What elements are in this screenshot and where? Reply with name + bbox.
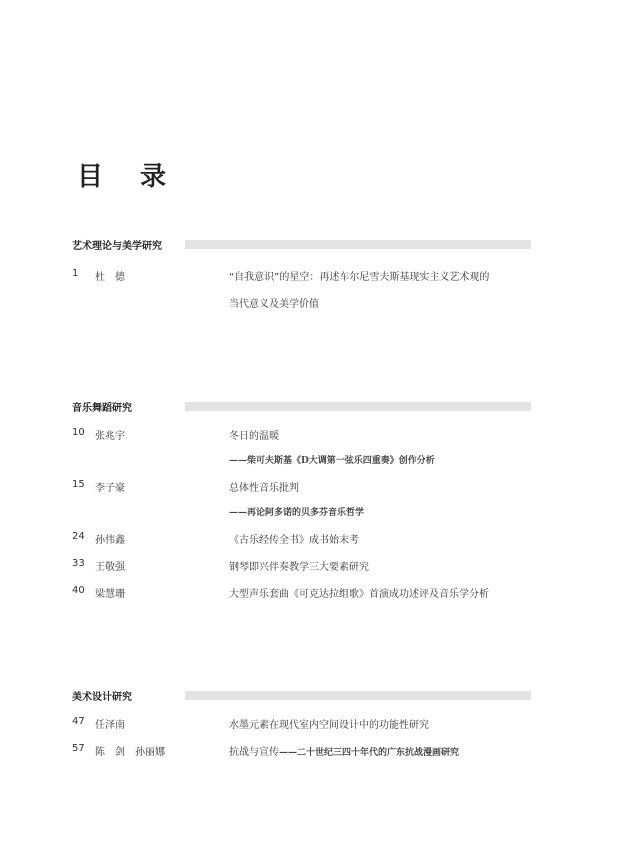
section-title: 美术设计研究	[72, 692, 132, 703]
toc-entry[interactable]	[72, 558, 531, 572]
section-divider-bar	[185, 240, 531, 249]
toc-entry[interactable]	[72, 716, 531, 730]
page-number: 40	[72, 585, 85, 596]
toc-entry[interactable]	[72, 531, 531, 545]
page-number: 15	[72, 479, 85, 490]
toc-entry[interactable]	[72, 585, 531, 599]
page-number: 1	[72, 268, 79, 279]
toc-entry[interactable]	[72, 268, 531, 318]
article-title-line: 钢琴即兴伴奏教学三大要素研究	[229, 562, 369, 573]
article-title-main: 抗战与宣传	[229, 747, 279, 758]
page-number: 24	[72, 531, 85, 542]
author-name: 张兆宇	[95, 431, 125, 442]
article-subtitle: ——柴可夫斯基《D大调第一弦乐四重奏》创作分析	[229, 456, 435, 466]
article-subtitle: ——二十世纪三四十年代的广东抗战漫画研究	[279, 748, 460, 758]
section-header	[72, 400, 531, 414]
author-name: 任泽南	[95, 720, 125, 731]
article-title-line: 《古乐经传全书》成书始末考	[229, 535, 359, 546]
section-title: 音乐舞蹈研究	[72, 403, 132, 414]
article-title-line: 大型声乐套曲《可克达拉组歌》首演成功述评及音乐学分析	[229, 589, 489, 600]
author-name: 陈 剑 孙丽娜	[95, 747, 165, 758]
article-title-line: “自我意识”的星空：再述车尔尼雪夫斯基现实主义艺术观的	[229, 272, 490, 283]
page-number: 57	[72, 743, 85, 754]
author-name: 梁慧珊	[95, 589, 125, 600]
author-name: 杜 德	[95, 272, 125, 283]
toc-entry[interactable]	[72, 427, 531, 467]
article-title-line: 当代意义及美学价值	[229, 299, 319, 310]
author-name: 王敬强	[95, 562, 125, 573]
article-title-line	[229, 743, 459, 758]
article-title-line: 总体性音乐批判	[229, 483, 299, 494]
toc-section-fine-art-design	[72, 689, 531, 759]
toc-entry[interactable]	[72, 743, 531, 757]
section-title: 艺术理论与美学研究	[72, 241, 162, 252]
page-number: 33	[72, 558, 85, 569]
section-header	[72, 689, 531, 703]
author-name: 孙伟鑫	[95, 535, 125, 546]
section-divider-bar	[185, 691, 531, 700]
author-name: 李子豪	[95, 483, 125, 494]
page-title: 目 录	[77, 162, 181, 192]
section-divider-bar	[185, 402, 531, 411]
article-title-line: 水墨元素在现代室内空间设计中的功能性研究	[229, 720, 429, 731]
toc-entry[interactable]	[72, 479, 531, 519]
article-subtitle: ——再论阿多诺的贝多芬音乐哲学	[229, 508, 365, 518]
section-header	[72, 238, 531, 252]
article-title-line: 冬日的温暖	[229, 431, 279, 442]
page-number: 47	[72, 716, 85, 727]
toc-section-art-theory	[72, 238, 531, 318]
toc-section-music-dance	[72, 400, 531, 600]
page-number: 10	[72, 427, 85, 438]
